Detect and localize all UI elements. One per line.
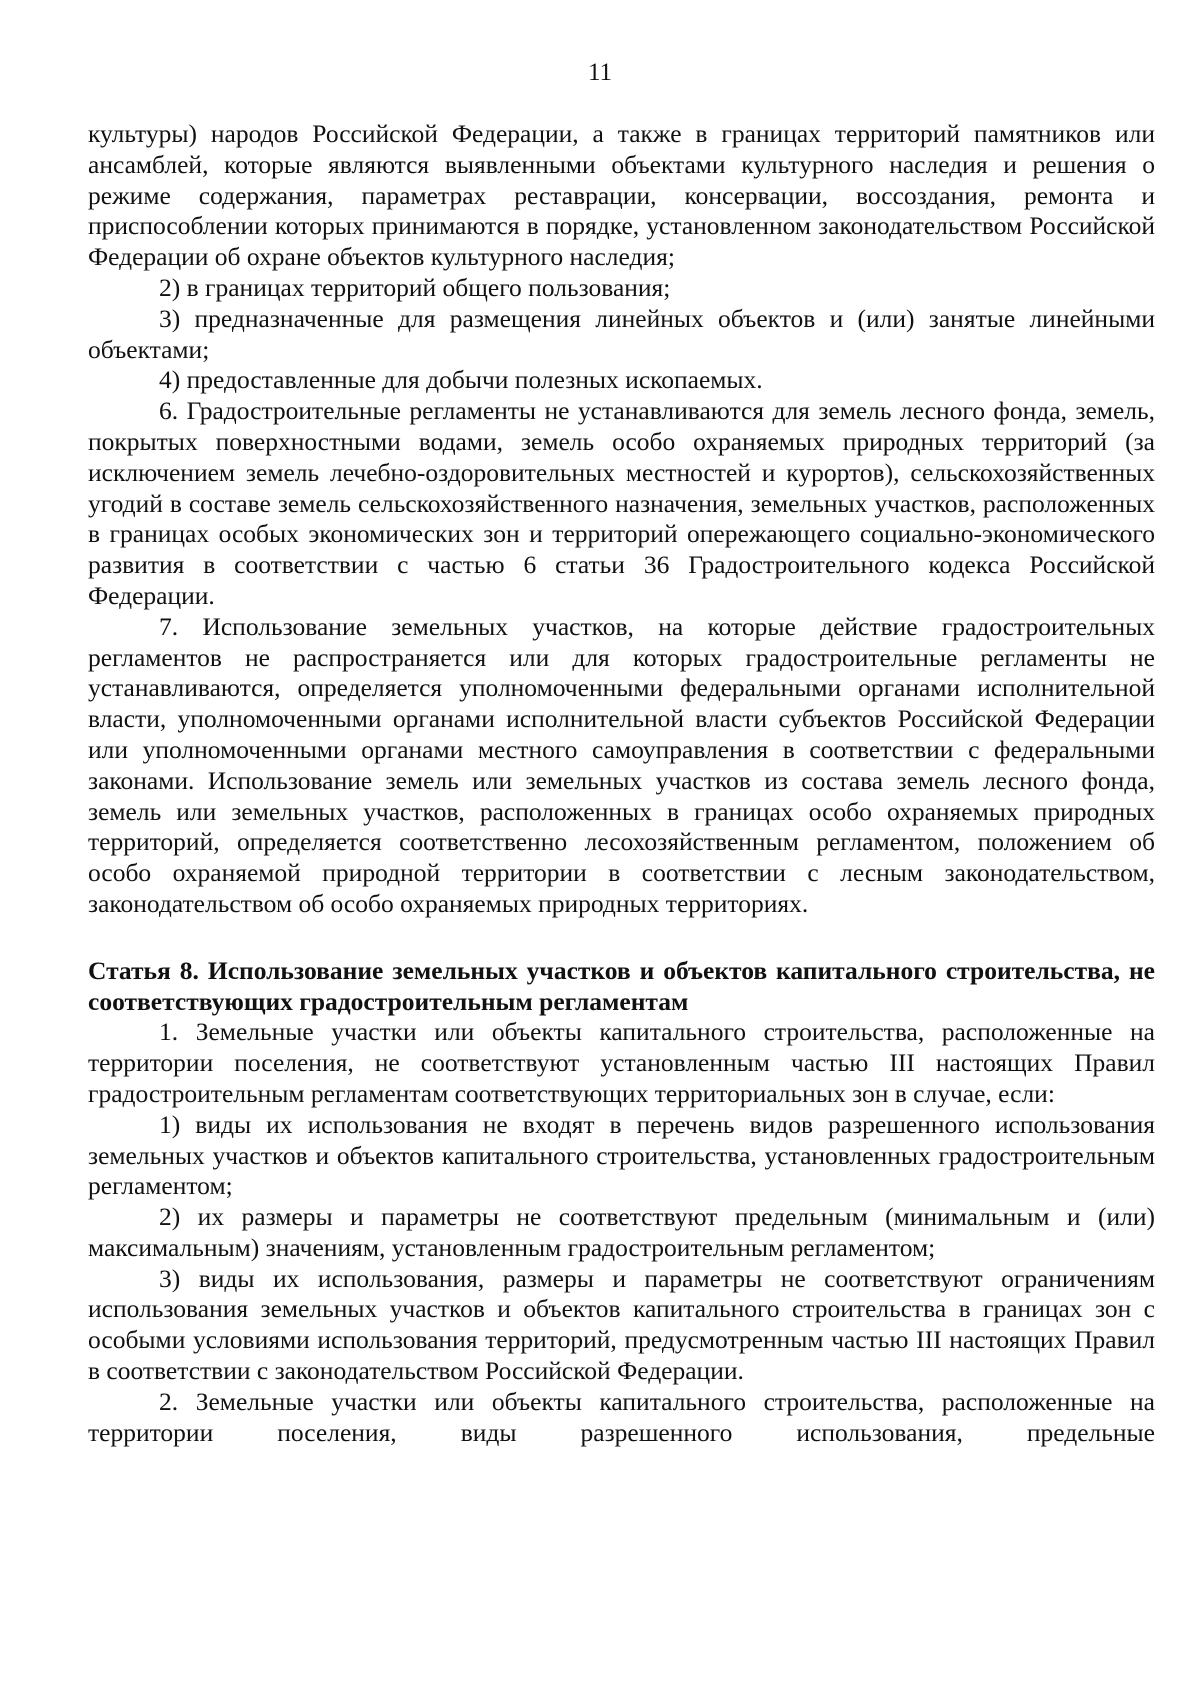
paragraph-article-8-clause-1: 1. Земельные участки или объекты капитального строительства, расположенные на территории поселения, не соответствуют установленным частью III настоящих Правил градостроительным регламентам соответствующих территориальных зон в случае, если: — [88, 1017, 1155, 1108]
article-8-heading: Статья 8. Использование земельных участков и объектов капитального строительства, не соответствующих градостроительным регламентам — [88, 955, 1155, 1016]
paragraph-item-3: 3) предназначенные для размещения линейных объектов и (или) занятые линейными объектами; — [88, 303, 1155, 364]
paragraph-item-2: 2) в границах территорий общего пользования; — [159, 272, 671, 302]
paragraph-article-8-item-2: 2) их размеры и параметры не соответствуют предельным (минимальным и (или) максимальным) значениям, установленным градостроительным регламентом; — [88, 1202, 1155, 1262]
document-body — [88, 119, 1155, 1448]
paragraph-continuation: культуры) народов Российской Федерации, а также в границах территорий памятников или ансамблей, которые являются выявленными объектами культурного наследия и решения о режиме содержания, параметрах реставрации, консервации, воссоздания, ремонта и приспособлении которых принимаются в порядке, установленном законодательством Российской Федерации об охране объектов культурного наследия; — [88, 119, 1155, 272]
paragraph-clause-7: 7. Использование земельных участков, на которые действие градостроительных регламентов не распространяется или для которых градостроительные регламенты не устанавливаются, определяется уполномоченными федеральными органами исполнительной власти, уполномоченными органами исполнительной власти субъектов Российской Федерации или уполномоченными органами местного самоуправления в соответствии с федеральными законами. Использование земель или земельных участков из состава земель лесного фонда, земель или земельных участков, расположенных в границах особо охраняемых природных территорий, определяется соответственно лесохозяйственным регламентом, положением об особо охраняемой природной территории в соответствии с лесным законодательством, законодательством об особо охраняемых природных территориях. — [88, 611, 1155, 918]
paragraph-article-8-clause-2: 2. Земельные участки или объекты капитального строительства, расположенные на территории поселения, виды разрешенного использования, предельные — [88, 1386, 1155, 1447]
paragraph-article-8-item-3: 3) виды их использования, размеры и параметры не соответствуют ограничениям использования земельных участков и объектов капитального строительства в границах зон с особыми условиями использования территорий, предусмотренным частью III настоящих Правил в соответствии с законодательством Российской Федерации. — [88, 1263, 1155, 1386]
paragraph-item-4: 4) предоставленные для добычи полезных ископаемых. — [159, 365, 763, 395]
paragraph-clause-6: 6. Градостроительные регламенты не устанавливаются для земель лесного фонда, земель, покрытых поверхностными водами, земель особо охраняемых природных территорий (за исключением земель лечебно-оздоровительных местностей и курортов), сельскохозяйственных угодий в составе земель сельскохозяйственного назначения, земельных участков, расположенных в границах особых экономических зон и территорий опережающего социально-экономического развития в соответствии с частью 6 статьи 36 Градостроительного кодекса Российской Федерации. — [88, 396, 1155, 610]
page-number: 11 — [587, 59, 613, 86]
paragraph-article-8-item-1: 1) виды их использования не входят в перечень видов разрешенного использования земельных участков и объектов капитального строительства, установленных градостроительным регламентом; — [88, 1109, 1155, 1201]
